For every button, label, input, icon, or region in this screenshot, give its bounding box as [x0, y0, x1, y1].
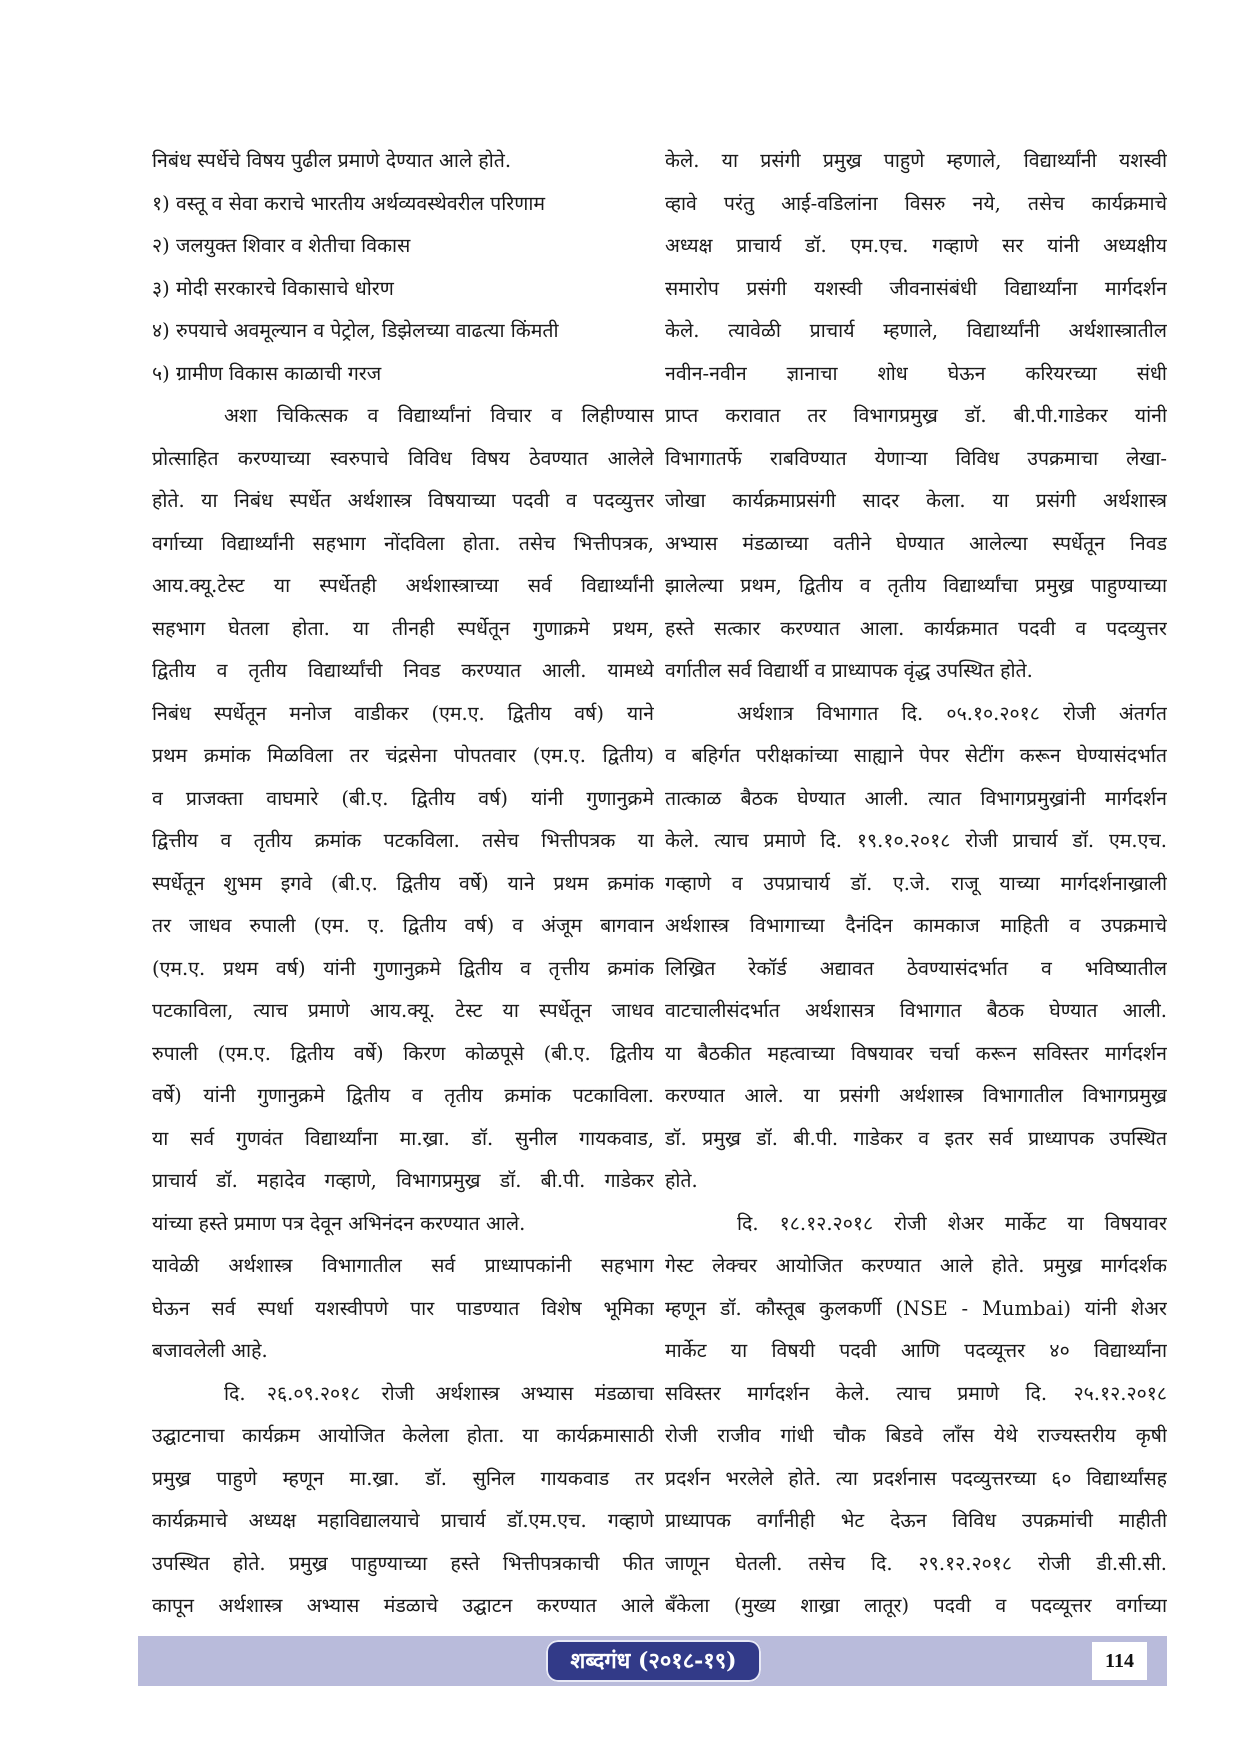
right-column-line: प्राध्यापक वर्गांनीही भेट देऊन विविध उपक्रमांची माहीती [665, 1509, 1167, 1532]
right-column-line: केले. त्यावेळी प्राचार्य म्हणाले, विद्यार्थ्यांनी अर्थशास्त्रातील [665, 319, 1167, 342]
left-column-line: निबंध स्पर्धेतून मनोज वाडीकर (एम.ए. द्वितीय वर्ष) याने [152, 701, 654, 725]
left-column-line: ५) ग्रामीण विकास काळाची गरज [152, 361, 382, 385]
left-column-line: आय.क्यू.टेस्ट या स्पर्धेतही अर्थशास्त्राच्या सर्व विद्यार्थ्यांनी [152, 574, 654, 597]
right-column-line: अर्थशात्र विभागात दि. ०५.१०.२०१८ रोजी अंतर्गत [737, 701, 1167, 725]
right-column-line: गव्हाणे व उपप्राचार्य डॉ. ए.जे. राजू याच्या मार्गदर्शनाख्राली [665, 871, 1167, 895]
right-column [665, 140, 1167, 1628]
right-column-line: गेस्ट लेक्चर आयोजित करण्यात आले होते. प्रमुख्र मार्गदर्शक [665, 1254, 1167, 1277]
right-column-line: जोखा कार्यक्रमाप्रसंगी सादर केला. या प्रसंगी अर्थशास्त्र [665, 489, 1167, 512]
left-column-line: द्वितीय व तृतीय विद्यार्थ्यांची निवड करण्यात आली. यामध्ये [152, 659, 654, 682]
left-column-line: प्राचार्य डॉ. महादेव गव्हाणे, विभागप्रमुख्र डॉ. बी.पी. गाडेकर [152, 1169, 654, 1192]
right-column-line: सविस्तर मार्गदर्शन केले. त्याच प्रमाणे दि. २५.१२.२०१८ [665, 1381, 1167, 1405]
left-column-line: द्वित्तीय व तृतीय क्रमांक पटकविला. तसेच भित्तीपत्रक या [152, 829, 654, 852]
right-column-line: करण्यात आले. या प्रसंगी अर्थशास्त्र विभागातील विभागप्रमुख्र [665, 1084, 1167, 1107]
right-column-line: अभ्यास मंडळाच्या वतीने घेण्यात आलेल्या स्पर्धेतून निवड [665, 531, 1167, 555]
left-column-line: यांच्या हस्ते प्रमाण पत्र देवून अभिनंदन करण्यात आले. [152, 1211, 526, 1235]
journal-title: शब्दगंध (२०१८-१९) [546, 1640, 761, 1682]
right-column-line: दि. १८.१२.२०१८ रोजी शेअर मार्केट या विषयावर [737, 1211, 1167, 1235]
left-column-line: प्रोत्साहित करण्याच्या स्वरुपाचे विविध विषय ठेवण्यात आलेले [152, 446, 654, 470]
left-column-line: होते. या निबंध स्पर्धेत अर्थशास्त्र विषयाच्या पदवी व पदव्युत्तर [152, 489, 654, 512]
left-column-line: अशा चिकित्सक व विद्यार्थ्यांनां विचार व लिहीण्यास [224, 404, 654, 427]
left-column-line: २) जलयुक्त शिवार व शेतीचा विकास [152, 234, 411, 257]
left-column-line: सहभाग घेतला होता. या तीनही स्पर्धेतून गुणाक्रमे प्रथम, [152, 616, 654, 640]
left-column-line: (एम.ए. प्रथम वर्ष) यांनी गुणानुक्रमे द्वितीय व तृत्तीय क्रमांक [152, 956, 654, 980]
right-column-line: विभागातर्फे राबविण्यात येणाऱ्या विविध उपक्रमाचा लेखा- [665, 446, 1167, 470]
right-column-line: जाणून घेतली. तसेच दि. २९.१२.२०१८ रोजी डी.सी.सी. [665, 1551, 1167, 1575]
left-column-line: या सर्व गुणवंत विद्यार्थ्यांना मा.ख्रा. डॉ. सुनील गायकवाड, [152, 1126, 654, 1150]
right-column-line: रोजी राजीव गांधी चौक बिडवे लॉंस येथे राज्यस्तरीय कृषी [665, 1424, 1167, 1447]
left-column-line: प्रथम क्रमांक मिळविला तर चंद्रसेना पोपतवार (एम.ए. द्वितीय) [152, 744, 654, 767]
left-column-line: कापून अर्थशास्त्र अभ्यास मंडळाचे उद्घाटन करण्यात आले [152, 1594, 654, 1617]
right-column-line: वर्गातील सर्व विद्यार्थी व प्राध्यापक वृंद्ध उपस्थित होते. [665, 659, 1033, 682]
right-column-line: मार्केट या विषयी पदवी आणि पदव्यूत्तर ४० विद्यार्थ्यांना [665, 1339, 1167, 1362]
left-column-line: वर्गाच्या विद्यार्थ्यांनी सहभाग नोंदविला होता. तसेच भित्तीपत्रक, [152, 531, 654, 555]
page-number: 114 [1092, 1642, 1147, 1680]
left-column-line: ४) रुपयाचे अवमूल्यान व पेट्रोल, डिझेलच्या वाढत्या किंमती [152, 319, 559, 342]
left-column-line: यावेळी अर्थशास्त्र विभागातील सर्व प्राध्यापकांनी सहभाग [152, 1254, 654, 1277]
right-column-line: वाटचालीसंदर्भात अर्थशासत्र विभागात बैठक घेण्यात आली. [665, 999, 1167, 1022]
left-column-line: दि. २६.०९.२०१८ रोजी अर्थशास्त्र अभ्यास मंडळाचा [224, 1381, 654, 1405]
left-column-line: निबंध स्पर्धेचे विषय पुढील प्रमाणे देण्यात आले होते. [152, 149, 512, 172]
left-column-line: प्रमुख्र पाहुणे म्हणून मा.ख्रा. डॉ. सुनिल गायकवाड तर [152, 1466, 654, 1490]
right-column-line: या बैठकीत महत्वाच्या विषयावर चर्चा करून सविस्तर मार्गदर्शन [665, 1041, 1167, 1065]
right-column-line: केले. त्याच प्रमाणे दि. १९.१०.२०१८ रोजी प्राचार्य डॉ. एम.एच. [665, 829, 1167, 852]
left-column-line: तर जाधव रुपाली (एम. ए. द्वितीय वर्ष) व अंजूम बागवान [152, 914, 654, 937]
left-column-line: बजावलेली आहे. [152, 1339, 268, 1362]
page-footer [138, 1636, 1167, 1686]
right-column-line: हस्ते सत्कार करण्यात आला. कार्यक्रमात पदवी व पदव्युत्तर [665, 616, 1167, 640]
left-column-line: घेऊन सर्व स्पर्धा यशस्वीपणे पार पाडण्यात विशेष भूमिका [152, 1296, 654, 1320]
left-column-line: पटकाविला, त्याच प्रमाणे आय.क्यू. टेस्ट या स्पर्धेतून जाधव [152, 999, 654, 1022]
right-column-line: व्हावे परंतु आई-वडिलांना विसरु नये, तसेच कार्यक्रमाचे [665, 191, 1167, 215]
left-column-line: ३) मोदी सरकारचे विकासाचे धोरण [152, 276, 394, 300]
right-column-line: केले. या प्रसंगी प्रमुख्र पाहुणे म्हणाले, विद्यार्थ्यांनी यशस्वी [665, 149, 1167, 172]
left-column-line: १) वस्तू व सेवा कराचे भारतीय अर्थव्यवस्थेवरील परिणाम [152, 191, 546, 215]
right-column-line: बँकेला (मुख्य शाख्रा लातूर) पदवी व पदव्यूत्तर वर्गाच्या [665, 1594, 1167, 1617]
right-column-line: म्हणून डॉ. कौस्तूब कुलकर्णी (NSE - Mumbai) यांनी शेअर [665, 1296, 1167, 1320]
right-column-line: समारोप प्रसंगी यशस्वी जीवनासंबंधी विद्यार्थ्यांना मार्गदर्शन [665, 276, 1167, 300]
right-column-line: होते. [665, 1169, 698, 1192]
left-column-line: उपस्थित होते. प्रमुख्र पाहुण्याच्या हस्ते भित्तीपत्रकाची फीत [152, 1551, 654, 1575]
right-column-line: तात्काळ बैठक घेण्यात आली. त्यात विभागप्रमुख्रांनी मार्गदर्शन [665, 786, 1167, 810]
right-column-line: व बहिर्गत परीक्षकांच्या साह्याने पेपर सेटींग करून घेण्यासंदर्भात [665, 744, 1167, 767]
left-column [152, 140, 654, 1670]
left-column-line: वर्षे) यांनी गुणानुक्रमे द्वितीय व तृतीय क्रमांक पटकाविला. [152, 1084, 654, 1107]
left-column-line: उद्घाटनाचा कार्यक्रम आयोजित केलेला होता. या कार्यक्रमासाठी [152, 1424, 654, 1447]
left-column-line: कार्यक्रमाचे अध्यक्ष महाविद्यालयाचे प्राचार्य डॉ.एम.एच. गव्हाणे [152, 1509, 654, 1532]
right-column-line: झालेल्या प्रथम, द्वितीय व तृतीय विद्यार्थ्यांचा प्रमुख्र पाहुण्याच्या [665, 574, 1167, 597]
left-column-line: स्पर्धेतून शुभम इगवे (बी.ए. द्वितीय वर्षे) याने प्रथम क्रमांक [152, 871, 654, 895]
right-column-line: अध्यक्ष प्राचार्य डॉ. एम.एच. गव्हाणे सर यांनी अध्यक्षीय [665, 234, 1167, 257]
left-column-line: व प्राजक्ता वाघमारे (बी.ए. द्वितीय वर्ष) यांनी गुणानुक्रमे [152, 786, 654, 810]
right-column-line: अर्थशास्त्र विभागाच्या दैनंदिन कामकाज माहिती व उपक्रमाचे [665, 914, 1167, 937]
right-column-line: प्रदर्शन भरलेले होते. त्या प्रदर्शनास पदव्युत्तरच्या ६० विद्यार्थ्यांसह [665, 1466, 1167, 1490]
left-column-line: रुपाली (एम.ए. द्वितीय वर्षे) किरण कोळपूसे (बी.ए. द्वितीय [152, 1041, 654, 1065]
right-column-line: डॉ. प्रमुख्र डॉ. बी.पी. गाडेकर व इतर सर्व प्राध्यापक उपस्थित [665, 1126, 1167, 1150]
right-column-line: प्राप्त करावात तर विभागप्रमुख्र डॉ. बी.पी.गाडेकर यांनी [665, 404, 1167, 427]
right-column-line: लिख्रित रेकॉर्ड अद्यावत ठेवण्यासंदर्भात व भविष्यातील [665, 956, 1167, 980]
right-column-line: नवीन-नवीन ज्ञानाचा शोध घेऊन करियरच्या संधी [665, 361, 1167, 385]
